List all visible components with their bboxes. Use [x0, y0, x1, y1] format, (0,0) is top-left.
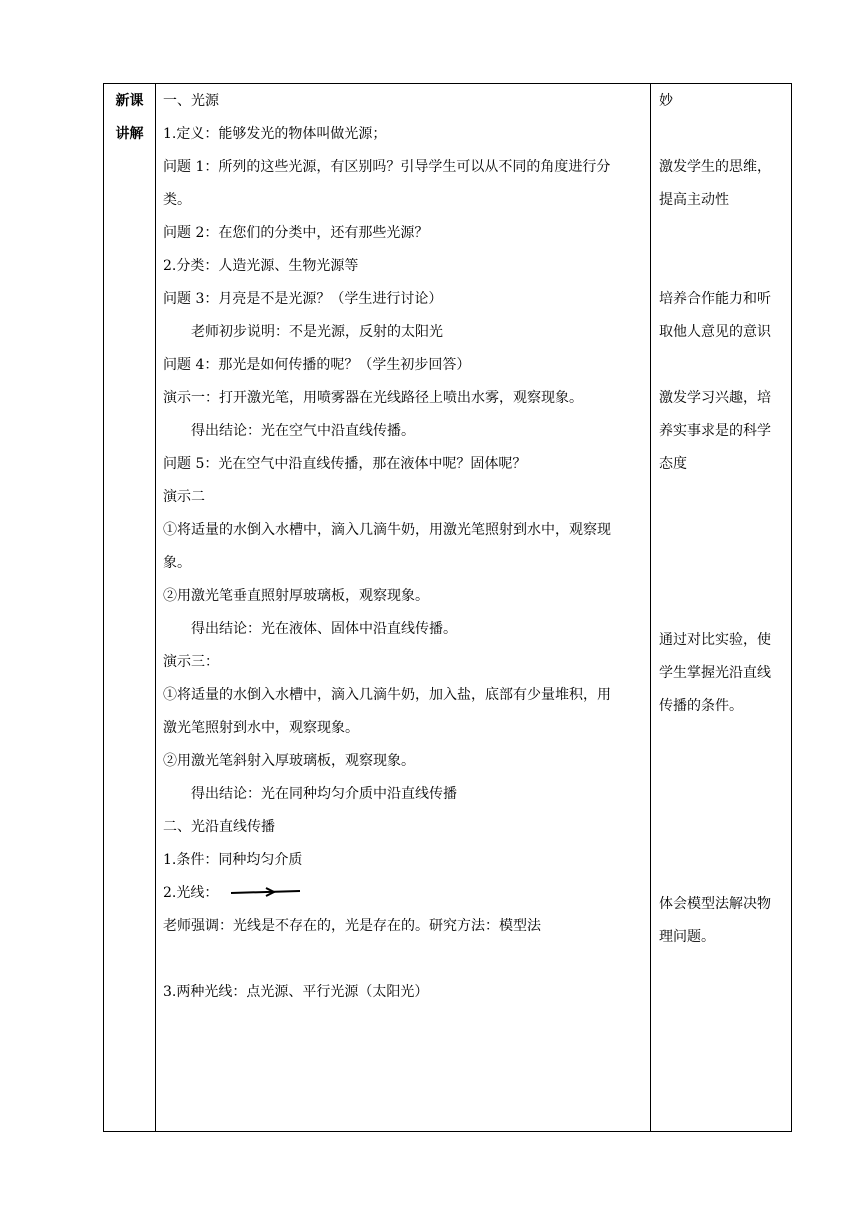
design-note	[659, 151, 787, 217]
content-line: 类。	[163, 192, 191, 208]
content-line: 二、光沿直线传播	[163, 819, 275, 835]
lesson-content-cell	[163, 84, 643, 1009]
content-line: ②用激光笔斜射入厚玻璃板，观察现象。	[163, 753, 415, 769]
content-line: 问题 4：那光是如何传播的呢？（学生初步回答）	[163, 357, 471, 373]
content-line: 演示一：打开激光笔，用喷雾器在光线路径上喷出水雾，观察现象。	[163, 390, 583, 406]
content-line: 一、光源	[163, 93, 219, 109]
section-label-line: 讲解	[115, 126, 144, 142]
content-line: ①将适量的水倒入水槽中，滴入几滴牛奶，用激光笔照射到水中，观察现	[163, 522, 611, 538]
design-note	[659, 624, 787, 723]
section-label-cell	[104, 84, 155, 151]
ray-label: 2.光线：	[163, 885, 219, 901]
content-line: ①将适量的水倒入水槽中，滴入几滴牛奶，加入盐，底部有少量堆积，用	[163, 687, 611, 703]
column-divider	[650, 84, 651, 1131]
lesson-plan-table	[103, 83, 792, 1132]
content-line: 老师初步说明：不是光源，反射的太阳光	[191, 324, 443, 340]
note-line: 妙	[659, 93, 673, 109]
content-line: 问题 2：在您们的分类中，还有那些光源？	[163, 225, 429, 241]
content-line: 得出结论：光在液体、固体中沿直线传播。	[191, 621, 457, 637]
content-line: 老师强调：光线是不存在的，光是存在的。研究方法：模型法	[163, 918, 541, 934]
note-line: 激发学生的思维，	[659, 159, 771, 175]
note-line: 体会模型法解决物	[659, 896, 771, 912]
note-line: 培养合作能力和听	[659, 291, 771, 307]
content-line: ②用激光笔垂直照射厚玻璃板，观察现象。	[163, 588, 429, 604]
content-line: 得出结论：光在空气中沿直线传播。	[191, 423, 415, 439]
content-line: 激光笔照射到水中，观察现象。	[163, 720, 359, 736]
content-line: 演示三：	[163, 654, 219, 670]
light-ray-arrow-icon	[230, 887, 302, 897]
content-line: 得出结论：光在同种均匀介质中沿直线传播	[191, 786, 457, 802]
design-note	[659, 382, 787, 481]
note-line: 养实事求是的科学	[659, 423, 771, 439]
content-line: 演示二	[163, 489, 205, 505]
blank-line	[163, 943, 643, 976]
section-label-line: 新课	[115, 93, 144, 109]
note-line: 通过对比实验，使	[659, 632, 771, 648]
design-note	[659, 888, 787, 954]
content-line: 1.定义：能够发光的物体叫做光源；	[163, 126, 387, 142]
content-line: 问题 5：光在空气中沿直线传播，那在液体中呢？固体呢？	[163, 456, 527, 472]
note-line: 传播的条件。	[659, 698, 743, 714]
content-line: 问题 3：月亮是不是光源？（学生进行讨论）	[163, 291, 443, 307]
note-line: 取他人意见的意识	[659, 324, 771, 340]
design-notes-cell	[659, 84, 787, 945]
design-note	[659, 85, 787, 118]
column-divider	[155, 84, 156, 1131]
design-note	[659, 283, 787, 349]
content-line-ray	[163, 877, 643, 910]
note-line: 提高主动性	[659, 192, 729, 208]
content-line: 2.分类：人造光源、生物光源等	[163, 258, 359, 274]
content-line: 问题 1：所列的这些光源，有区别吗？引导学生可以从不同的角度进行分	[163, 159, 611, 175]
note-line: 理问题。	[659, 929, 715, 945]
content-line: 1.条件：同种均匀介质	[163, 852, 303, 868]
note-line: 激发学习兴趣，培	[659, 390, 771, 406]
content-line: 3.两种光线：点光源、平行光源（太阳光）	[163, 984, 429, 1000]
note-line: 学生掌握光沿直线	[659, 665, 771, 681]
content-line: 象。	[163, 555, 191, 571]
note-line: 态度	[659, 456, 687, 472]
